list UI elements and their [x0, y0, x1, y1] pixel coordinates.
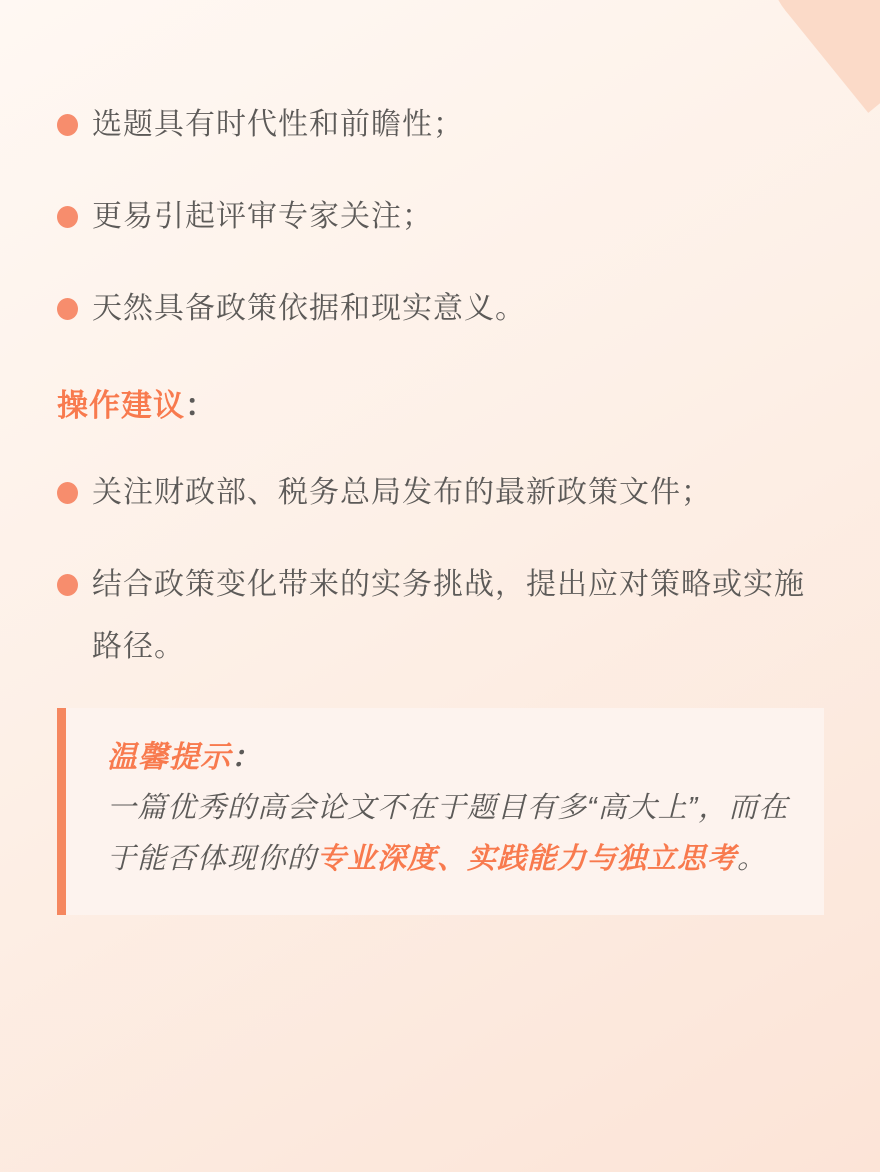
bullet-dot-icon — [57, 482, 78, 504]
bullet-dot-icon — [57, 298, 78, 320]
bullet-dot-icon — [57, 206, 78, 228]
section-heading-colon: ： — [185, 388, 217, 423]
tip-callout-title — [107, 732, 792, 783]
tip-title-text: 温馨提示 — [107, 741, 231, 774]
list-item — [57, 554, 824, 678]
section-heading-label: 操作建议 — [57, 388, 185, 423]
bullet-dot-icon — [57, 574, 78, 596]
tip-body-highlight: 专业深度、实践能力与独立思考 — [317, 843, 738, 875]
tip-callout-body — [107, 783, 792, 885]
list-item-text: 天然具备政策依据和现实意义。 — [92, 292, 526, 325]
list-item-text: 结合政策变化带来的实务挑战，提出应对策略或实施路径。 — [92, 568, 805, 663]
tip-title-colon: ： — [231, 741, 262, 774]
list-item-text: 选题具有时代性和前瞻性； — [92, 108, 464, 141]
bullet-dot-icon — [57, 114, 78, 136]
tip-body-prefix: 一篇优秀的高会论文不在于题目有多“高大上”，而在于能否体现你的 — [107, 792, 789, 875]
tip-body-suffix: 。 — [737, 843, 768, 875]
list-item — [57, 462, 824, 524]
list-item — [57, 278, 824, 340]
list-item — [57, 186, 824, 248]
tip-callout — [57, 708, 824, 915]
section-heading — [57, 384, 824, 428]
list-item — [57, 94, 824, 156]
list-item-text: 关注财政部、税务总局发布的最新政策文件； — [92, 476, 712, 509]
list-item-text: 更易引起评审专家关注； — [92, 200, 433, 233]
